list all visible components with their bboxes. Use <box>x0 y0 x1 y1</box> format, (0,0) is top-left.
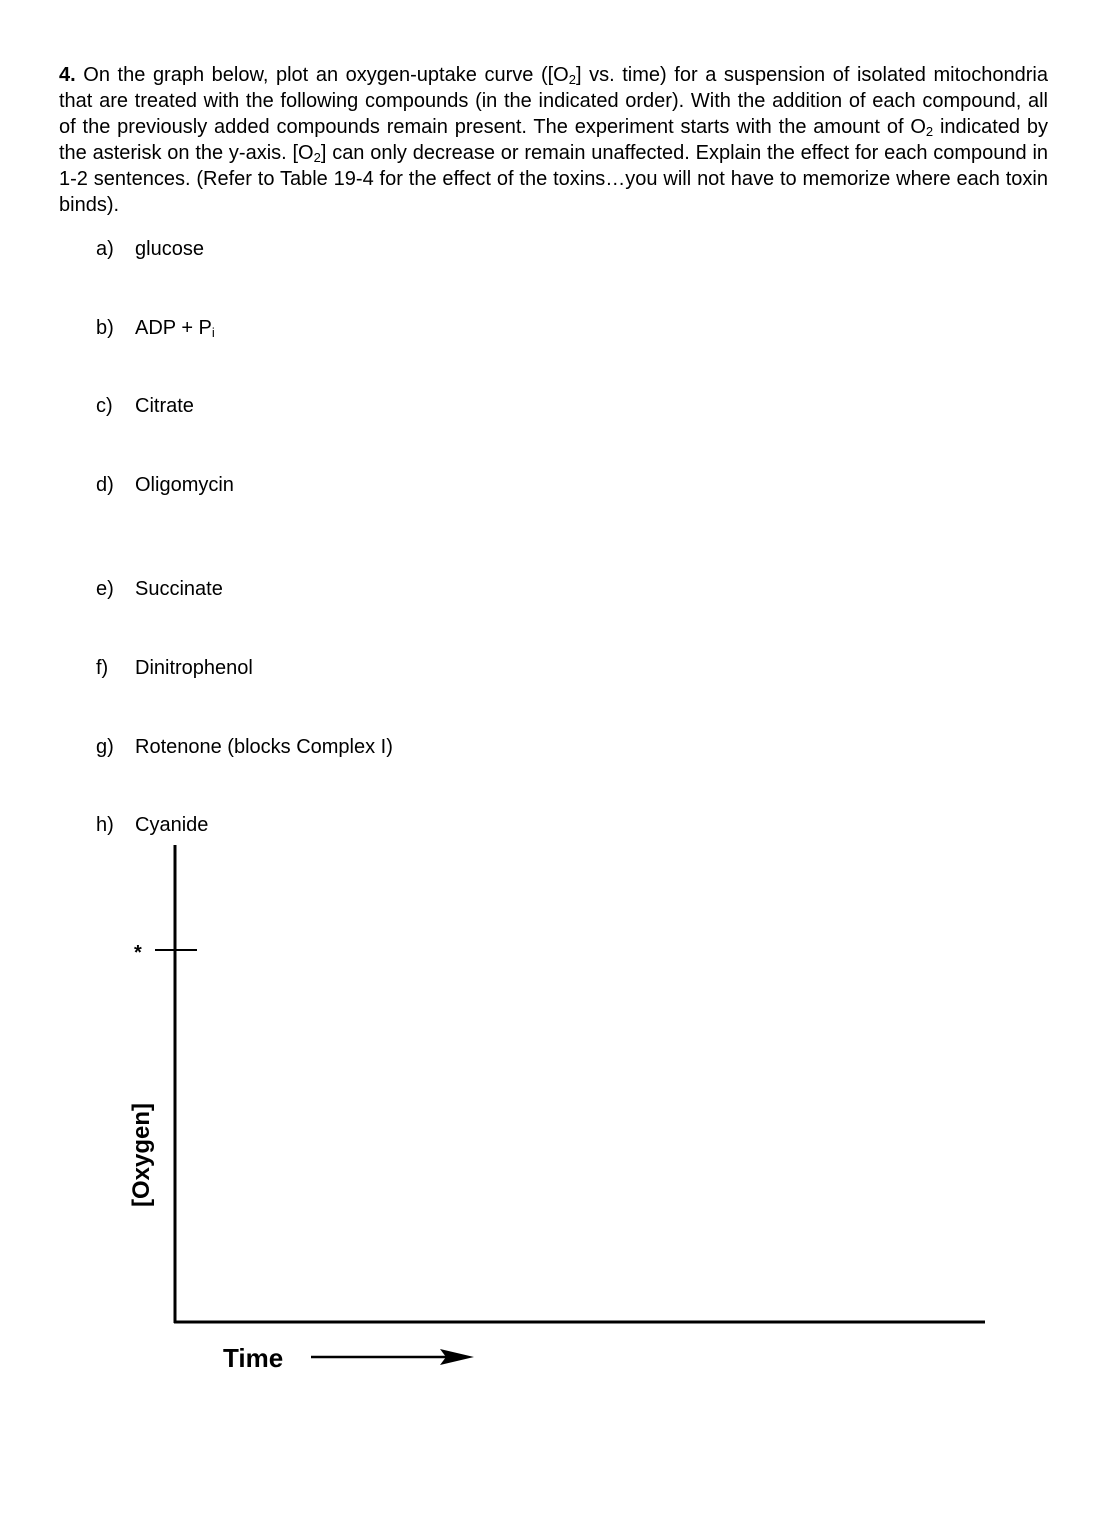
item-text: Dinitrophenol <box>135 657 253 679</box>
item-letter: d) <box>96 474 114 496</box>
question-segment: ] vs. time) for a suspension of isolated mitochondria that are treated with the following compounds (in the indicated order). With the addition of each compound, all of the previously added compounds remain present. The experiment starts with the amount of O <box>59 64 1048 138</box>
item-text: Oligomycin <box>135 474 234 496</box>
y-axis-label: [Oxygen] <box>128 1102 155 1208</box>
subscript-2: 2 <box>925 124 934 139</box>
subscript-2: 2 <box>313 150 321 165</box>
x-axis-label: Time <box>223 1343 284 1373</box>
start-asterisk: * <box>134 942 142 964</box>
item-subscript: i <box>211 325 215 340</box>
question-number: 4. <box>59 64 76 86</box>
item-letter: b) <box>96 317 114 339</box>
question-segment: On the graph below, plot an oxygen-uptake curve ([O <box>75 64 569 86</box>
item-letter: c) <box>96 395 113 417</box>
item-text: ADP + P <box>135 317 212 339</box>
item-letter: f) <box>96 657 109 679</box>
item-text: Cyanide <box>135 814 209 836</box>
item-letter: h) <box>96 814 114 836</box>
item-text: Rotenone (blocks Complex I) <box>135 736 393 758</box>
subscript-2: 2 <box>568 72 576 87</box>
question-segment: indicated by the asterisk on the y-axis. [O <box>59 116 1048 164</box>
question-segment: ] can only decrease or remain unaffected. Explain the effect for each compound in 1-2 sentences. (Refer to Table 19-4 for the effect of the toxins…you will not have to memorize where each toxin binds). <box>59 142 1049 216</box>
item-letter: a) <box>96 238 114 260</box>
item-text: Citrate <box>135 395 194 417</box>
item-text: Succinate <box>135 578 223 600</box>
item-text: glucose <box>135 238 204 260</box>
item-letter: e) <box>96 578 114 600</box>
item-letter: g) <box>96 736 114 758</box>
